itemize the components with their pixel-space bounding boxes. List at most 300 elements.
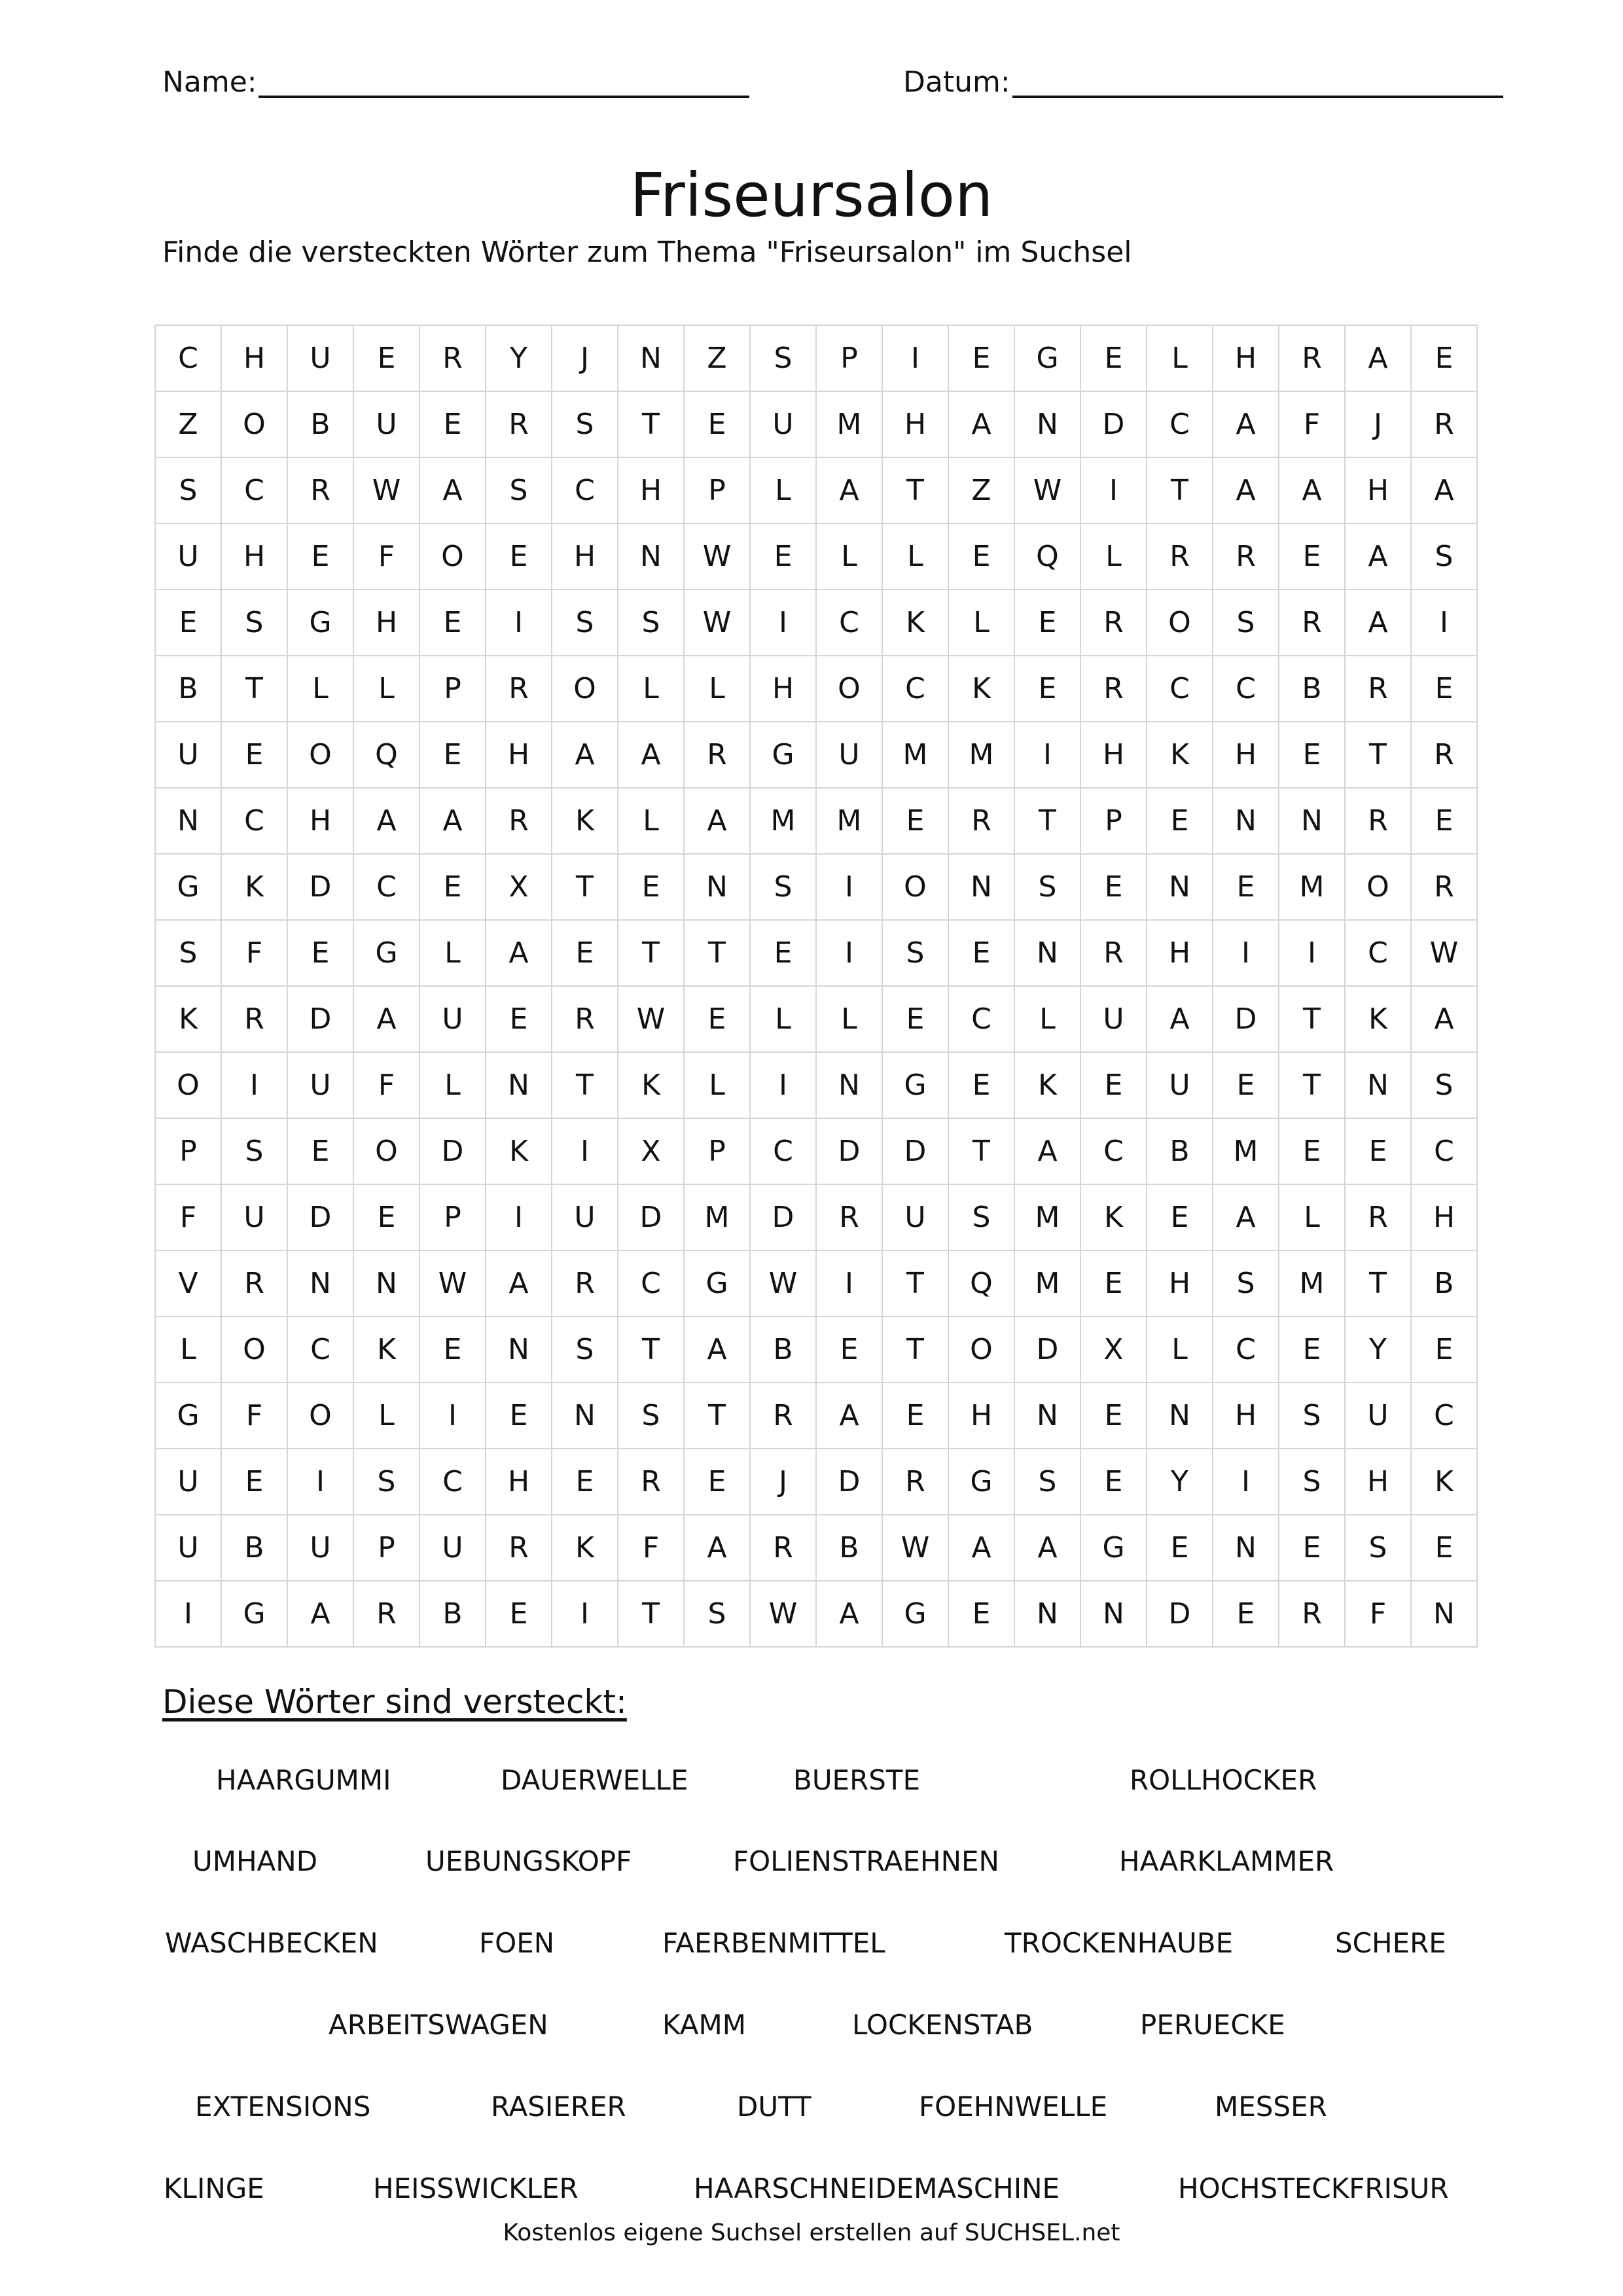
grid-cell[interactable]: R (684, 722, 750, 788)
grid-cell[interactable]: S (155, 457, 221, 523)
grid-cell[interactable]: T (618, 920, 684, 986)
grid-cell[interactable]: R (221, 986, 287, 1052)
grid-cell[interactable]: I (1213, 1449, 1279, 1515)
grid-cell[interactable]: R (1147, 523, 1213, 590)
grid-cell[interactable]: U (155, 1449, 221, 1515)
grid-cell[interactable]: E (419, 1316, 486, 1383)
grid-cell[interactable]: B (221, 1515, 287, 1581)
grid-cell[interactable]: N (1213, 1515, 1279, 1581)
grid-cell[interactable]: O (155, 1052, 221, 1118)
grid-cell[interactable]: P (155, 1118, 221, 1184)
grid-cell[interactable]: T (948, 1118, 1014, 1184)
grid-cell[interactable]: J (552, 325, 618, 391)
grid-cell[interactable]: A (1411, 986, 1477, 1052)
grid-cell[interactable]: H (486, 1449, 552, 1515)
grid-cell[interactable]: L (618, 656, 684, 722)
grid-cell[interactable]: F (155, 1184, 221, 1250)
grid-cell[interactable]: U (155, 1515, 221, 1581)
grid-cell[interactable]: B (155, 656, 221, 722)
grid-cell[interactable]: E (684, 1449, 750, 1515)
grid-cell[interactable]: O (882, 854, 948, 920)
grid-cell[interactable]: I (155, 1581, 221, 1647)
grid-cell[interactable]: Z (684, 325, 750, 391)
grid-cell[interactable]: G (221, 1581, 287, 1647)
grid-cell[interactable]: N (1014, 1383, 1080, 1449)
grid-cell[interactable]: X (618, 1118, 684, 1184)
grid-cell[interactable]: T (618, 1316, 684, 1383)
grid-cell[interactable]: O (287, 1383, 353, 1449)
grid-cell[interactable]: E (287, 523, 353, 590)
grid-cell[interactable]: D (618, 1184, 684, 1250)
grid-cell[interactable]: H (353, 590, 419, 656)
grid-cell[interactable]: E (287, 920, 353, 986)
grid-cell[interactable]: L (816, 523, 882, 590)
grid-cell[interactable]: L (419, 920, 486, 986)
grid-cell[interactable]: A (353, 986, 419, 1052)
grid-cell[interactable]: R (1279, 590, 1345, 656)
grid-cell[interactable]: I (1279, 920, 1345, 986)
grid-cell[interactable]: N (1147, 1383, 1213, 1449)
grid-cell[interactable]: N (1345, 1052, 1411, 1118)
grid-cell[interactable]: P (1080, 788, 1147, 854)
grid-cell[interactable]: L (155, 1316, 221, 1383)
grid-cell[interactable]: O (816, 656, 882, 722)
grid-cell[interactable]: C (1411, 1383, 1477, 1449)
grid-cell[interactable]: A (1213, 457, 1279, 523)
grid-cell[interactable]: I (1411, 590, 1477, 656)
grid-cell[interactable]: H (1147, 1250, 1213, 1316)
grid-cell[interactable]: L (618, 788, 684, 854)
grid-cell[interactable]: D (1014, 1316, 1080, 1383)
grid-cell[interactable]: R (486, 788, 552, 854)
grid-cell[interactable]: I (552, 1581, 618, 1647)
grid-cell[interactable]: H (552, 523, 618, 590)
grid-cell[interactable]: Y (1345, 1316, 1411, 1383)
grid-cell[interactable]: R (1080, 590, 1147, 656)
grid-cell[interactable]: A (948, 391, 1014, 457)
grid-cell[interactable]: C (1147, 391, 1213, 457)
grid-cell[interactable]: E (1411, 1515, 1477, 1581)
grid-cell[interactable]: A (353, 788, 419, 854)
grid-cell[interactable]: T (1345, 1250, 1411, 1316)
grid-cell[interactable]: D (750, 1184, 816, 1250)
grid-cell[interactable]: W (882, 1515, 948, 1581)
grid-cell[interactable]: E (1147, 788, 1213, 854)
grid-cell[interactable]: W (1014, 457, 1080, 523)
grid-cell[interactable]: R (882, 1449, 948, 1515)
grid-cell[interactable]: N (1213, 788, 1279, 854)
grid-cell[interactable]: S (1345, 1515, 1411, 1581)
grid-cell[interactable]: U (816, 722, 882, 788)
grid-cell[interactable]: E (1080, 854, 1147, 920)
grid-cell[interactable]: H (287, 788, 353, 854)
grid-cell[interactable]: U (287, 1515, 353, 1581)
grid-cell[interactable]: S (1213, 590, 1279, 656)
grid-cell[interactable]: L (1147, 325, 1213, 391)
grid-cell[interactable]: C (552, 457, 618, 523)
grid-cell[interactable]: S (1279, 1383, 1345, 1449)
grid-cell[interactable]: R (552, 986, 618, 1052)
grid-cell[interactable]: I (750, 590, 816, 656)
grid-cell[interactable]: R (353, 1581, 419, 1647)
grid-cell[interactable]: W (684, 523, 750, 590)
grid-cell[interactable]: E (419, 590, 486, 656)
grid-cell[interactable]: C (618, 1250, 684, 1316)
grid-cell[interactable]: S (882, 920, 948, 986)
grid-cell[interactable]: A (684, 788, 750, 854)
grid-cell[interactable]: E (1279, 523, 1345, 590)
grid-cell[interactable]: E (882, 788, 948, 854)
grid-cell[interactable]: R (750, 1515, 816, 1581)
grid-cell[interactable]: O (1345, 854, 1411, 920)
grid-cell[interactable]: L (948, 590, 1014, 656)
grid-cell[interactable]: N (486, 1052, 552, 1118)
grid-cell[interactable]: T (684, 1383, 750, 1449)
grid-cell[interactable]: L (287, 656, 353, 722)
grid-cell[interactable]: C (1213, 1316, 1279, 1383)
date-line[interactable] (1012, 96, 1503, 98)
grid-cell[interactable]: U (1080, 986, 1147, 1052)
grid-cell[interactable]: R (1411, 854, 1477, 920)
grid-cell[interactable]: L (1147, 1316, 1213, 1383)
grid-cell[interactable]: E (1279, 1515, 1345, 1581)
grid-cell[interactable]: A (684, 1316, 750, 1383)
grid-cell[interactable]: C (750, 1118, 816, 1184)
grid-cell[interactable]: S (552, 590, 618, 656)
grid-cell[interactable]: S (1279, 1449, 1345, 1515)
grid-cell[interactable]: R (1279, 1581, 1345, 1647)
grid-cell[interactable]: S (1014, 1449, 1080, 1515)
grid-cell[interactable]: W (419, 1250, 486, 1316)
grid-cell[interactable]: E (750, 523, 816, 590)
grid-cell[interactable]: B (750, 1316, 816, 1383)
grid-cell[interactable]: A (287, 1581, 353, 1647)
grid-cell[interactable]: I (816, 854, 882, 920)
grid-cell[interactable]: E (1279, 722, 1345, 788)
grid-cell[interactable]: T (882, 1250, 948, 1316)
grid-cell[interactable]: Z (155, 391, 221, 457)
grid-cell[interactable]: E (882, 1383, 948, 1449)
grid-cell[interactable]: I (1080, 457, 1147, 523)
grid-cell[interactable]: E (948, 325, 1014, 391)
grid-cell[interactable]: D (287, 854, 353, 920)
grid-cell[interactable]: B (419, 1581, 486, 1647)
grid-cell[interactable]: E (1014, 590, 1080, 656)
grid-cell[interactable]: F (221, 920, 287, 986)
grid-cell[interactable]: A (1213, 1184, 1279, 1250)
grid-cell[interactable]: F (618, 1515, 684, 1581)
grid-cell[interactable]: E (1411, 656, 1477, 722)
grid-cell[interactable]: Q (1014, 523, 1080, 590)
grid-cell[interactable]: E (1080, 1383, 1147, 1449)
grid-cell[interactable]: G (1014, 325, 1080, 391)
grid-cell[interactable]: H (1345, 1449, 1411, 1515)
grid-cell[interactable]: W (750, 1581, 816, 1647)
grid-cell[interactable]: N (1147, 854, 1213, 920)
grid-cell[interactable]: N (1411, 1581, 1477, 1647)
grid-cell[interactable]: I (1213, 920, 1279, 986)
grid-cell[interactable]: U (882, 1184, 948, 1250)
grid-cell[interactable]: E (552, 1449, 618, 1515)
grid-cell[interactable]: F (353, 523, 419, 590)
grid-cell[interactable]: U (750, 391, 816, 457)
grid-cell[interactable]: E (221, 722, 287, 788)
grid-cell[interactable]: A (1345, 590, 1411, 656)
grid-cell[interactable]: H (1213, 325, 1279, 391)
grid-cell[interactable]: P (684, 457, 750, 523)
grid-cell[interactable]: C (155, 325, 221, 391)
grid-cell[interactable]: L (684, 1052, 750, 1118)
grid-cell[interactable]: A (816, 1581, 882, 1647)
grid-cell[interactable]: E (1345, 1118, 1411, 1184)
grid-cell[interactable]: H (1080, 722, 1147, 788)
grid-cell[interactable]: Y (486, 325, 552, 391)
grid-cell[interactable]: S (750, 325, 816, 391)
grid-cell[interactable]: H (1345, 457, 1411, 523)
grid-cell[interactable]: G (684, 1250, 750, 1316)
grid-cell[interactable]: W (1411, 920, 1477, 986)
grid-cell[interactable]: G (882, 1581, 948, 1647)
grid-cell[interactable]: M (1014, 1250, 1080, 1316)
grid-cell[interactable]: E (1279, 1118, 1345, 1184)
grid-cell[interactable]: E (684, 986, 750, 1052)
grid-cell[interactable]: K (1345, 986, 1411, 1052)
grid-cell[interactable]: A (486, 920, 552, 986)
grid-cell[interactable]: B (1279, 656, 1345, 722)
grid-cell[interactable]: T (1279, 986, 1345, 1052)
grid-cell[interactable]: S (684, 1581, 750, 1647)
grid-cell[interactable]: O (419, 523, 486, 590)
grid-cell[interactable]: E (1014, 656, 1080, 722)
grid-cell[interactable]: A (1345, 325, 1411, 391)
grid-cell[interactable]: E (419, 854, 486, 920)
grid-cell[interactable]: I (882, 325, 948, 391)
grid-cell[interactable]: O (552, 656, 618, 722)
grid-cell[interactable]: O (948, 1316, 1014, 1383)
grid-cell[interactable]: K (618, 1052, 684, 1118)
grid-cell[interactable]: A (618, 722, 684, 788)
grid-cell[interactable]: H (1213, 722, 1279, 788)
grid-cell[interactable]: U (419, 986, 486, 1052)
grid-cell[interactable]: R (1080, 656, 1147, 722)
grid-cell[interactable]: U (287, 1052, 353, 1118)
grid-cell[interactable]: E (1411, 1316, 1477, 1383)
grid-cell[interactable]: R (1411, 391, 1477, 457)
grid-cell[interactable]: E (948, 1052, 1014, 1118)
grid-cell[interactable]: E (882, 986, 948, 1052)
grid-cell[interactable]: E (1147, 1515, 1213, 1581)
grid-cell[interactable]: X (486, 854, 552, 920)
grid-cell[interactable]: A (552, 722, 618, 788)
grid-cell[interactable]: C (221, 788, 287, 854)
grid-cell[interactable]: K (552, 788, 618, 854)
grid-cell[interactable]: H (618, 457, 684, 523)
grid-cell[interactable]: L (1014, 986, 1080, 1052)
grid-cell[interactable]: D (419, 1118, 486, 1184)
grid-cell[interactable]: A (1014, 1118, 1080, 1184)
grid-cell[interactable]: E (1411, 325, 1477, 391)
grid-cell[interactable]: C (1147, 656, 1213, 722)
grid-cell[interactable]: N (948, 854, 1014, 920)
grid-cell[interactable]: H (1147, 920, 1213, 986)
grid-cell[interactable]: R (552, 1250, 618, 1316)
grid-cell[interactable]: R (419, 325, 486, 391)
grid-cell[interactable]: J (1345, 391, 1411, 457)
grid-cell[interactable]: K (1014, 1052, 1080, 1118)
grid-cell[interactable]: N (618, 523, 684, 590)
grid-cell[interactable]: L (1080, 523, 1147, 590)
grid-cell[interactable]: A (1213, 391, 1279, 457)
grid-cell[interactable]: C (419, 1449, 486, 1515)
grid-cell[interactable]: G (1080, 1515, 1147, 1581)
grid-cell[interactable]: K (552, 1515, 618, 1581)
grid-cell[interactable]: E (1213, 1581, 1279, 1647)
grid-cell[interactable]: L (882, 523, 948, 590)
grid-cell[interactable]: C (287, 1316, 353, 1383)
grid-cell[interactable]: U (353, 391, 419, 457)
grid-cell[interactable]: D (816, 1118, 882, 1184)
grid-cell[interactable]: B (1411, 1250, 1477, 1316)
grid-cell[interactable]: K (155, 986, 221, 1052)
grid-cell[interactable]: S (948, 1184, 1014, 1250)
grid-cell[interactable]: U (1147, 1052, 1213, 1118)
grid-cell[interactable]: R (221, 1250, 287, 1316)
grid-cell[interactable]: G (155, 1383, 221, 1449)
grid-cell[interactable]: Q (353, 722, 419, 788)
grid-cell[interactable]: B (287, 391, 353, 457)
grid-cell[interactable]: E (948, 523, 1014, 590)
grid-cell[interactable]: Z (948, 457, 1014, 523)
grid-cell[interactable]: O (221, 391, 287, 457)
grid-cell[interactable]: L (353, 1383, 419, 1449)
grid-cell[interactable]: I (816, 920, 882, 986)
grid-cell[interactable]: S (1213, 1250, 1279, 1316)
grid-cell[interactable]: A (1014, 1515, 1080, 1581)
grid-cell[interactable]: H (1411, 1184, 1477, 1250)
grid-cell[interactable]: I (1014, 722, 1080, 788)
grid-cell[interactable]: A (1345, 523, 1411, 590)
grid-cell[interactable]: S (155, 920, 221, 986)
grid-cell[interactable]: N (1014, 391, 1080, 457)
grid-cell[interactable]: N (486, 1316, 552, 1383)
grid-cell[interactable]: C (1213, 656, 1279, 722)
grid-cell[interactable]: S (750, 854, 816, 920)
grid-cell[interactable]: B (1147, 1118, 1213, 1184)
grid-cell[interactable]: B (816, 1515, 882, 1581)
grid-cell[interactable]: P (684, 1118, 750, 1184)
grid-cell[interactable]: E (1147, 1184, 1213, 1250)
grid-cell[interactable]: N (155, 788, 221, 854)
grid-cell[interactable]: P (816, 325, 882, 391)
grid-cell[interactable]: R (750, 1383, 816, 1449)
grid-cell[interactable]: G (155, 854, 221, 920)
grid-cell[interactable]: M (816, 788, 882, 854)
grid-cell[interactable]: N (618, 325, 684, 391)
grid-cell[interactable]: W (684, 590, 750, 656)
grid-cell[interactable]: F (1345, 1581, 1411, 1647)
grid-cell[interactable]: I (552, 1118, 618, 1184)
grid-cell[interactable]: E (486, 523, 552, 590)
grid-cell[interactable]: S (221, 590, 287, 656)
grid-cell[interactable]: K (1080, 1184, 1147, 1250)
grid-cell[interactable]: I (750, 1052, 816, 1118)
grid-cell[interactable]: R (1213, 523, 1279, 590)
grid-cell[interactable]: P (353, 1515, 419, 1581)
grid-cell[interactable]: R (816, 1184, 882, 1250)
grid-cell[interactable]: A (948, 1515, 1014, 1581)
grid-cell[interactable]: H (948, 1383, 1014, 1449)
grid-cell[interactable]: E (684, 391, 750, 457)
grid-cell[interactable]: N (1014, 1581, 1080, 1647)
grid-cell[interactable]: L (353, 656, 419, 722)
grid-cell[interactable]: G (353, 920, 419, 986)
grid-cell[interactable]: I (419, 1383, 486, 1449)
grid-cell[interactable]: S (1411, 523, 1477, 590)
grid-cell[interactable]: N (552, 1383, 618, 1449)
grid-cell[interactable]: S (353, 1449, 419, 1515)
grid-cell[interactable]: U (1345, 1383, 1411, 1449)
grid-cell[interactable]: H (221, 325, 287, 391)
grid-cell[interactable]: R (1411, 722, 1477, 788)
grid-cell[interactable]: M (1014, 1184, 1080, 1250)
grid-cell[interactable]: P (419, 1184, 486, 1250)
grid-cell[interactable]: K (882, 590, 948, 656)
grid-cell[interactable]: R (1345, 656, 1411, 722)
grid-cell[interactable]: C (1345, 920, 1411, 986)
grid-cell[interactable]: E (486, 986, 552, 1052)
grid-cell[interactable]: E (221, 1449, 287, 1515)
grid-cell[interactable]: O (1147, 590, 1213, 656)
grid-cell[interactable]: T (221, 656, 287, 722)
grid-cell[interactable]: E (1279, 1316, 1345, 1383)
grid-cell[interactable]: M (750, 788, 816, 854)
grid-cell[interactable]: U (155, 523, 221, 590)
grid-cell[interactable]: L (816, 986, 882, 1052)
grid-cell[interactable]: U (287, 325, 353, 391)
grid-cell[interactable]: K (1411, 1449, 1477, 1515)
grid-cell[interactable]: W (750, 1250, 816, 1316)
grid-cell[interactable]: E (948, 920, 1014, 986)
grid-cell[interactable]: G (948, 1449, 1014, 1515)
grid-cell[interactable]: J (750, 1449, 816, 1515)
grid-cell[interactable]: D (882, 1118, 948, 1184)
grid-cell[interactable]: K (1147, 722, 1213, 788)
grid-cell[interactable]: C (948, 986, 1014, 1052)
grid-cell[interactable]: E (1080, 1052, 1147, 1118)
grid-cell[interactable]: S (552, 1316, 618, 1383)
grid-cell[interactable]: T (618, 1581, 684, 1647)
grid-cell[interactable]: V (155, 1250, 221, 1316)
grid-cell[interactable]: A (684, 1515, 750, 1581)
grid-cell[interactable]: E (419, 391, 486, 457)
grid-cell[interactable]: R (1279, 325, 1345, 391)
grid-cell[interactable]: N (1279, 788, 1345, 854)
grid-cell[interactable]: R (618, 1449, 684, 1515)
grid-cell[interactable]: G (750, 722, 816, 788)
grid-cell[interactable]: H (221, 523, 287, 590)
grid-cell[interactable]: M (948, 722, 1014, 788)
grid-cell[interactable]: I (816, 1250, 882, 1316)
grid-cell[interactable]: E (155, 590, 221, 656)
grid-cell[interactable]: L (750, 457, 816, 523)
grid-cell[interactable]: E (1213, 854, 1279, 920)
grid-cell[interactable]: E (486, 1383, 552, 1449)
grid-cell[interactable]: N (1014, 920, 1080, 986)
grid-cell[interactable]: H (882, 391, 948, 457)
grid-cell[interactable]: K (221, 854, 287, 920)
grid-cell[interactable]: A (419, 457, 486, 523)
grid-cell[interactable]: N (353, 1250, 419, 1316)
